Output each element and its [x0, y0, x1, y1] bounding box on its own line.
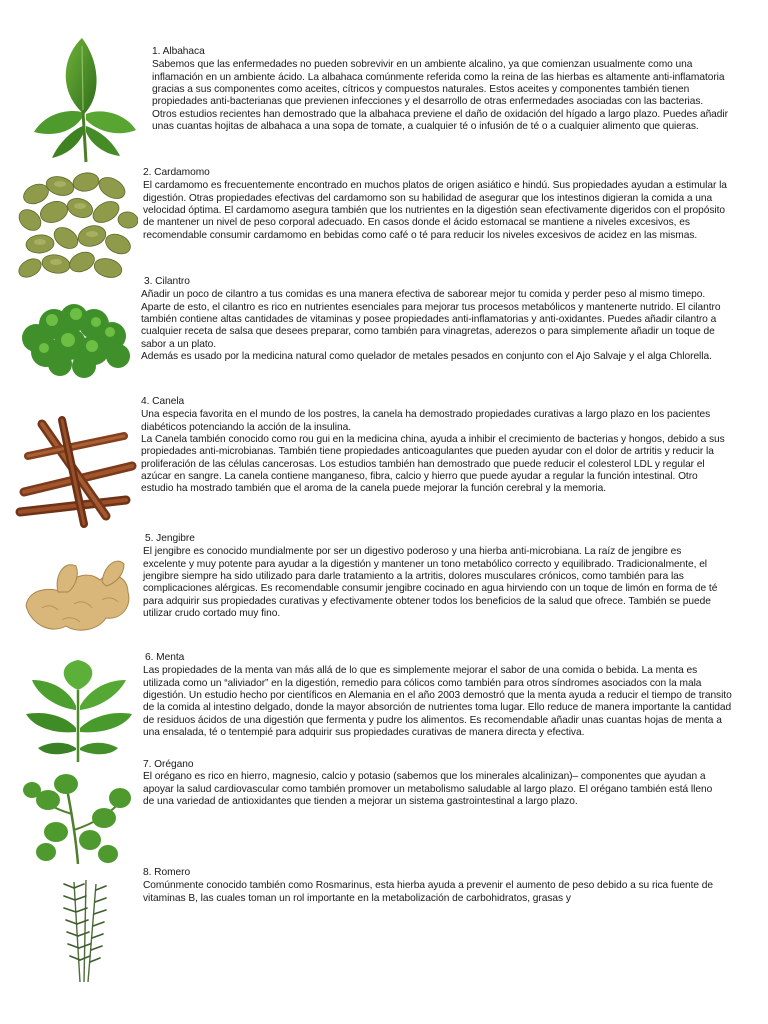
herb-section-albahaca — [152, 46, 730, 133]
herb-paragraph: La Canela también conocido como rou gui en la medicina china, ayuda a inhibir el crecimiento de bacterias y hongos, debido a sus propiedades anti-microbianas. También tiene propiedades anticoagulantes que pueden ayudar con el dolor de artritis y reducir la proliferación de las células cancerosas. Los estudios también han demostrado que puede reducir el colesterol LDL y regular el azúcar en sangre. La canela contiene manganeso, fibra, calcio y hierro que puede ayudar a regular la función intestinal. Otro estudio ha mostrado también que el aroma de la canela puede mejorar la función cerebral y la memoria. — [141, 434, 725, 495]
herb-section-cilantro — [141, 276, 725, 363]
ginger-root-icon — [18, 546, 134, 638]
herb-title-jengibre: 5. Jengibre — [145, 533, 195, 544]
herb-paragraph: El orégano es rico en hierro, magnesio, calcio y potasio (sabemos que los minerales alcalinizan)– componentes que ayudan a apoyar la salud cardiovascular como también promover un metabolismo saludable al largo plazo. El orégano también está lleno de una variedad de antioxidantes que tienden a mejorar un sistema gastrointestinal a largo plazo. — [143, 771, 713, 808]
cilantro-image — [16, 298, 132, 380]
herb-title-cilantro: 3. Cilantro — [144, 276, 190, 287]
basil-leaf-icon — [30, 34, 138, 164]
herb-title-menta: 6. Menta — [145, 652, 185, 663]
basil-image — [30, 34, 138, 164]
cardamom-pods-icon — [16, 164, 138, 282]
cinnamon-sticks-icon — [14, 416, 138, 528]
herb-title-canela: 4. Canela — [141, 396, 185, 407]
cilantro-leaves-icon — [16, 298, 132, 380]
herb-title-albahaca: 1. Albahaca — [152, 46, 205, 57]
cardamom-image — [16, 164, 138, 282]
herb-section-cardamomo — [143, 167, 733, 242]
ginger-image — [18, 546, 134, 638]
herb-paragraph: Además es usado por la medicina natural como quelador de metales pesados en conjunto con el Ajo Salvaje y el alga Chlorella. — [141, 351, 712, 363]
herb-paragraph: Una especia favorita en el mundo de los postres, la canela ha demostrado propiedades curativas a largo plazo en los pacientes diabéticos potenciando la acción de la insulina. — [141, 409, 711, 433]
herb-section-oregano — [143, 759, 715, 808]
rosemary-image — [56, 878, 112, 984]
herb-paragraph: Sabemos que las enfermedades no pueden sobrevivir en un ambiente alcalino, ya que comienzan usualmente como una inflamación en un ambiente ácido. La albahaca comúnmente referida como la reina de las hierbas es altamente anti-inflamatoria gracias a sus componentes como aceites, cítricos y compuestos naturales. Estos aceites y componentes también tienen propiedades anti-bacterianas que previenen infecciones y el desarrollo de otras enfermedades asociadas con las bacterias. Otros estudios recientes han demostrado que la albahaca previene el daño de oxidación del hígado a largo plazo. Puedes añadir unas cuantas hojitas de albahaca a una sopa de tomate, a cualquier té o infusión de té o a cualquier alimento que quieras. — [152, 59, 728, 133]
herb-title-cardamomo: 2. Cardamomo — [143, 167, 210, 178]
herb-section-romero — [143, 867, 721, 905]
herb-section-menta — [143, 652, 733, 739]
oregano-sprig-icon — [22, 770, 132, 866]
herb-paragraph: El cardamomo es frecuentemente encontrado en muchos platos de origen asiático e hindú. Sus propiedades ayudan a estimular la digestión. Otras propiedades efectivas del cardamomo son su habilidad de asegurar que los intestinos digieran la comida a una velocidad óptima. El cardamomo asegura también que los nutrientes en la digestión sean efectivamente digeridos con el propósito de mantener un nivel de peso corporal adecuado. En casos donde el ácido estomacal se mantiene a niveles excesivos, es recomendable consumir cardamomo en bebidas como café o té para reducir los niveles excesivos de acidez en las mismas. — [143, 180, 727, 241]
cinnamon-image — [14, 416, 138, 528]
herb-title-romero: 8. Romero — [143, 867, 191, 878]
herb-title-oregano: 7. Orégano — [143, 759, 194, 770]
mint-leaves-icon — [24, 660, 134, 764]
mint-image — [24, 660, 134, 764]
herb-section-jengibre — [143, 533, 725, 620]
herb-paragraph: Las propiedades de la menta van más allá de lo que es simplemente mejorar el sabor de una comida o bebida. La menta es utilizada como un “aliviador” en la digestión, remedio para cólicos como también para otros síndromes asociados con la mala digestión. Un estudio hecho por científicos en Alemania en el año 2003 demostró que la menta ayuda a reducir el tiempo de transito de la comida al intestino delgado, donde la mayor absorción de nutrientes toma lugar. Ello reduce de manera importante la cantidad de residuos ácidos de una digestión que fermenta y pudre los alimentos. Es recomendable añadir unas cuantas hojas de menta a una ensalada, té o tentempié para adquirir sus propiedades curativas de manera directa y efectiva. — [143, 665, 732, 739]
herb-paragraph: Comúnmente conocido también como Rosmarinus, esta hierba ayuda a prevenir el aumento de peso debido a su rica fuente de vitaminas B, las cuales toman un rol importante en la metabolización de carbohidratos, grasas y — [143, 880, 713, 904]
herb-paragraph: Añadir un poco de cilantro a tus comidas es una manera efectiva de saborear mejor tu comida y perder peso al mismo timepo. Aparte de esto, el cilantro es rico en nutrientes esenciales para mejorar tus procesos metabólicos y mantenerte nutrido. El cilantro también contiene altas cantidades de vitaminas y posee propiedades anti-inflamatorias y anti-oxidantes. Puedes añadir cilantro a cualquier receta de salsa que desees preparar, como también para vinagretas, aderezos o para simplemente añadir un toque de sabor a un plato. — [141, 289, 721, 350]
herb-paragraph: El jengibre es conocido mundialmente por ser un digestivo poderoso y una hierba anti-microbiana. La raíz de jengibre es excelente y muy potente para ayudar a la digestión y mantener un tono metabólico correcto y equilibrado. Tradicionalmente, el jengibre siempre ha sido utilizado para darle tratamiento a la artritis, dolores musculares crónicos, como también para las complicaciones alérgicas. Es recomendable consumir jengibre cocinado en agua hirviendo con un toque de limón en forma de té para adquirir sus propiedades curativas y efectivamente obtener todos los beneficios de la salud que ofrece. También se puede utilizar crudo cortado muy fino. — [143, 546, 718, 620]
rosemary-bundle-icon — [56, 878, 112, 984]
oregano-image — [22, 770, 132, 866]
herb-section-canela — [141, 396, 727, 496]
